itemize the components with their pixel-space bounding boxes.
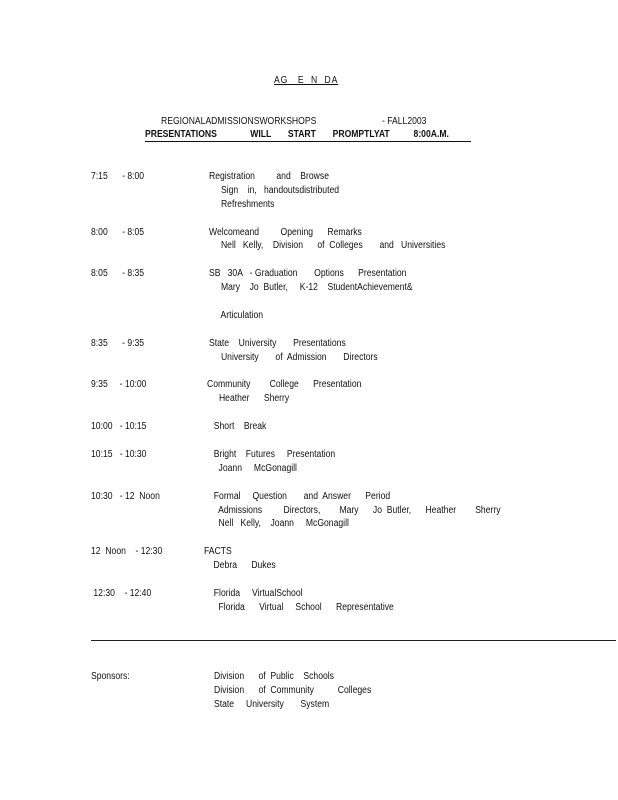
workshop-title: REGIONALADMISSIONSWORKSHOPS — [161, 116, 317, 127]
agenda-time: 8:05 - 8:35 — [91, 268, 145, 279]
agenda-line: Mary Jo Butler, K-12 StudentAchievement& — [209, 282, 413, 293]
sponsors-label: Sponsors: — [91, 671, 130, 682]
agenda-line: Welcomeand Opening Remarks — [209, 227, 362, 238]
agenda-line: Community College Presentation — [207, 379, 362, 390]
workshop-term: - FALL2003 — [382, 116, 427, 127]
agenda-line: Heather Sherry — [207, 393, 290, 404]
agenda-line: Admissions Directors, Mary Jo Butler, Heather Sherry — [209, 505, 501, 516]
agenda-line: FACTS — [204, 546, 232, 557]
sponsor-line: Division of Community Colleges — [214, 685, 372, 696]
agenda-line: Bright Futures Presentation — [209, 449, 336, 460]
start-notice: PRESENTATIONS WILL START PROMPTLYAT 8:00A.M. — [145, 129, 449, 140]
section-divider — [91, 640, 616, 641]
agenda-time: 10:15 - 10:30 — [91, 449, 147, 460]
agenda-line: Nell Kelly, Division of Colleges and Universities — [209, 240, 446, 251]
agenda-line: University of Admission Directors — [209, 352, 378, 363]
agenda-line: Refreshments — [209, 199, 275, 210]
header-underline — [145, 141, 471, 142]
sponsor-line: State University System — [214, 699, 330, 710]
agenda-line: Articulation — [209, 310, 264, 321]
agenda-line: Registration and Browse — [209, 171, 329, 182]
agenda-line: Florida VirtualSchool — [209, 588, 303, 599]
agenda-line: SB 30A - Graduation Options Presentation — [209, 268, 407, 279]
agenda-line: Joann McGonagill — [209, 463, 297, 474]
agenda-line: Nell Kelly, Joann McGonagill — [209, 518, 349, 529]
agenda-line: Debra Dukes — [204, 560, 276, 571]
sponsor-line: Division of Public Schools — [214, 671, 334, 682]
agenda-time: 10:30 - 12 Noon — [91, 491, 160, 502]
agenda-line: Florida Virtual School Representative — [209, 602, 394, 613]
agenda-time: 7:15 - 8:00 — [91, 171, 145, 182]
page-title: AG E N DA — [274, 75, 339, 86]
agenda-line: Short Break — [209, 421, 267, 432]
agenda-time: 8:35 - 9:35 — [91, 338, 145, 349]
agenda-line: State University Presentations — [209, 338, 346, 349]
agenda-time: 9:35 - 10:00 — [91, 379, 147, 390]
agenda-line: Sign in, handoutsdistributed — [209, 185, 340, 196]
agenda-time: 10:00 - 10:15 — [91, 421, 147, 432]
agenda-time: 12 Noon - 12:30 — [91, 546, 163, 557]
agenda-time: 12:30 - 12:40 — [91, 588, 152, 599]
agenda-time: 8:00 - 8:05 — [91, 227, 145, 238]
agenda-line: Formal Question and Answer Period — [209, 491, 391, 502]
